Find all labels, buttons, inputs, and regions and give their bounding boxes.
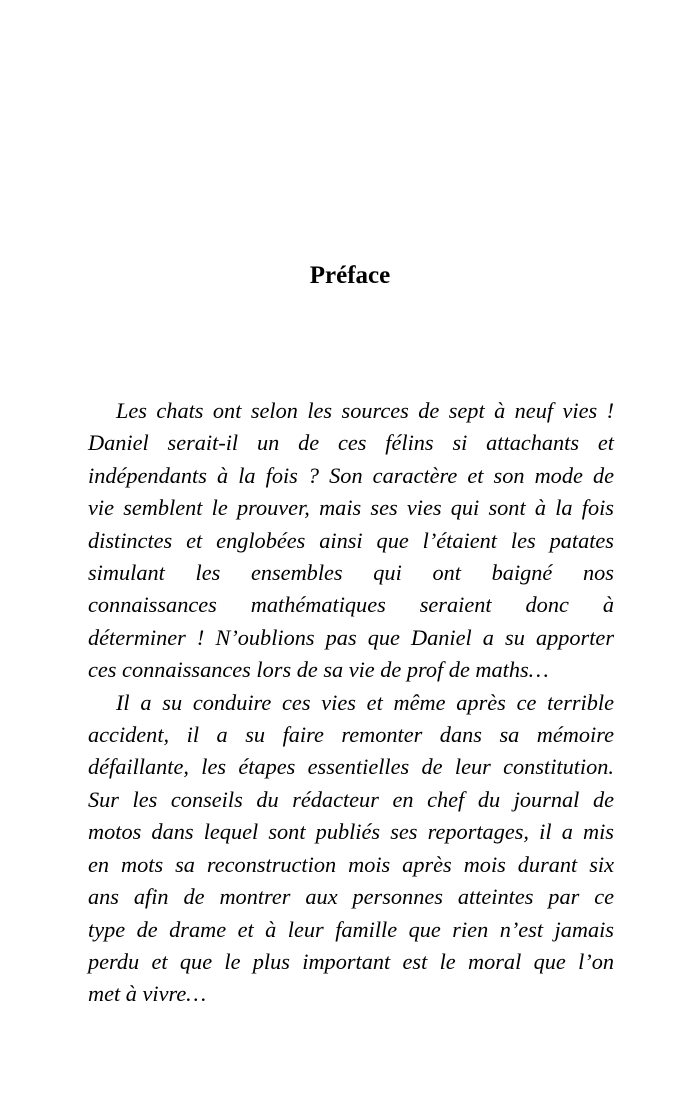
paragraph-1 [88,395,614,687]
text-line: Il a su conduire ces vies et même après ce terrible [116,689,614,715]
text-line: ces connaissances lors de sa vie de prof de maths… [88,657,549,683]
text-line: déterminer ! N’oublions pas que Daniel a su apporter [88,624,614,650]
text-line: connaissances mathématiques seraient donc à [88,592,614,618]
page-title: Préface [309,262,391,289]
text-line: ans afin de montrer aux personnes atteintes par ce [88,884,614,910]
paragraph-2 [88,687,614,1011]
text-line: Les chats ont selon les sources de sept à neuf vies ! [116,398,614,423]
text-line: accident, il a su faire remonter dans sa mémoire [88,722,614,748]
text-line: distinctes et englobées ainsi que l’étaient les patates [88,527,614,553]
text-line: Daniel serait-il un de ces félins si attachants et [88,430,614,456]
text-line: défaillante, les étapes essentielles de leur constitution. [88,754,614,780]
text-line: type de drame et à leur famille que rien n’est jamais [88,916,614,942]
preface-body [88,395,614,1011]
text-line: vie semblent le prouver, mais ses vies qui sont à la fois [88,495,614,521]
text-line: perdu et que le plus important est le moral que l’on [88,948,614,974]
text-line: simulant les ensembles qui ont baigné nos [88,560,614,586]
text-line: Sur les conseils du rédacteur en chef du journal de [88,786,614,812]
text-line: met à vivre… [88,981,207,1007]
text-line: en mots sa reconstruction mois après mois durant six [88,851,614,877]
text-line: indépendants à la fois ? Son caractère et son mode de [88,462,614,488]
text-line: motos dans lequel sont publiés ses reportages, il a mis [88,819,614,845]
